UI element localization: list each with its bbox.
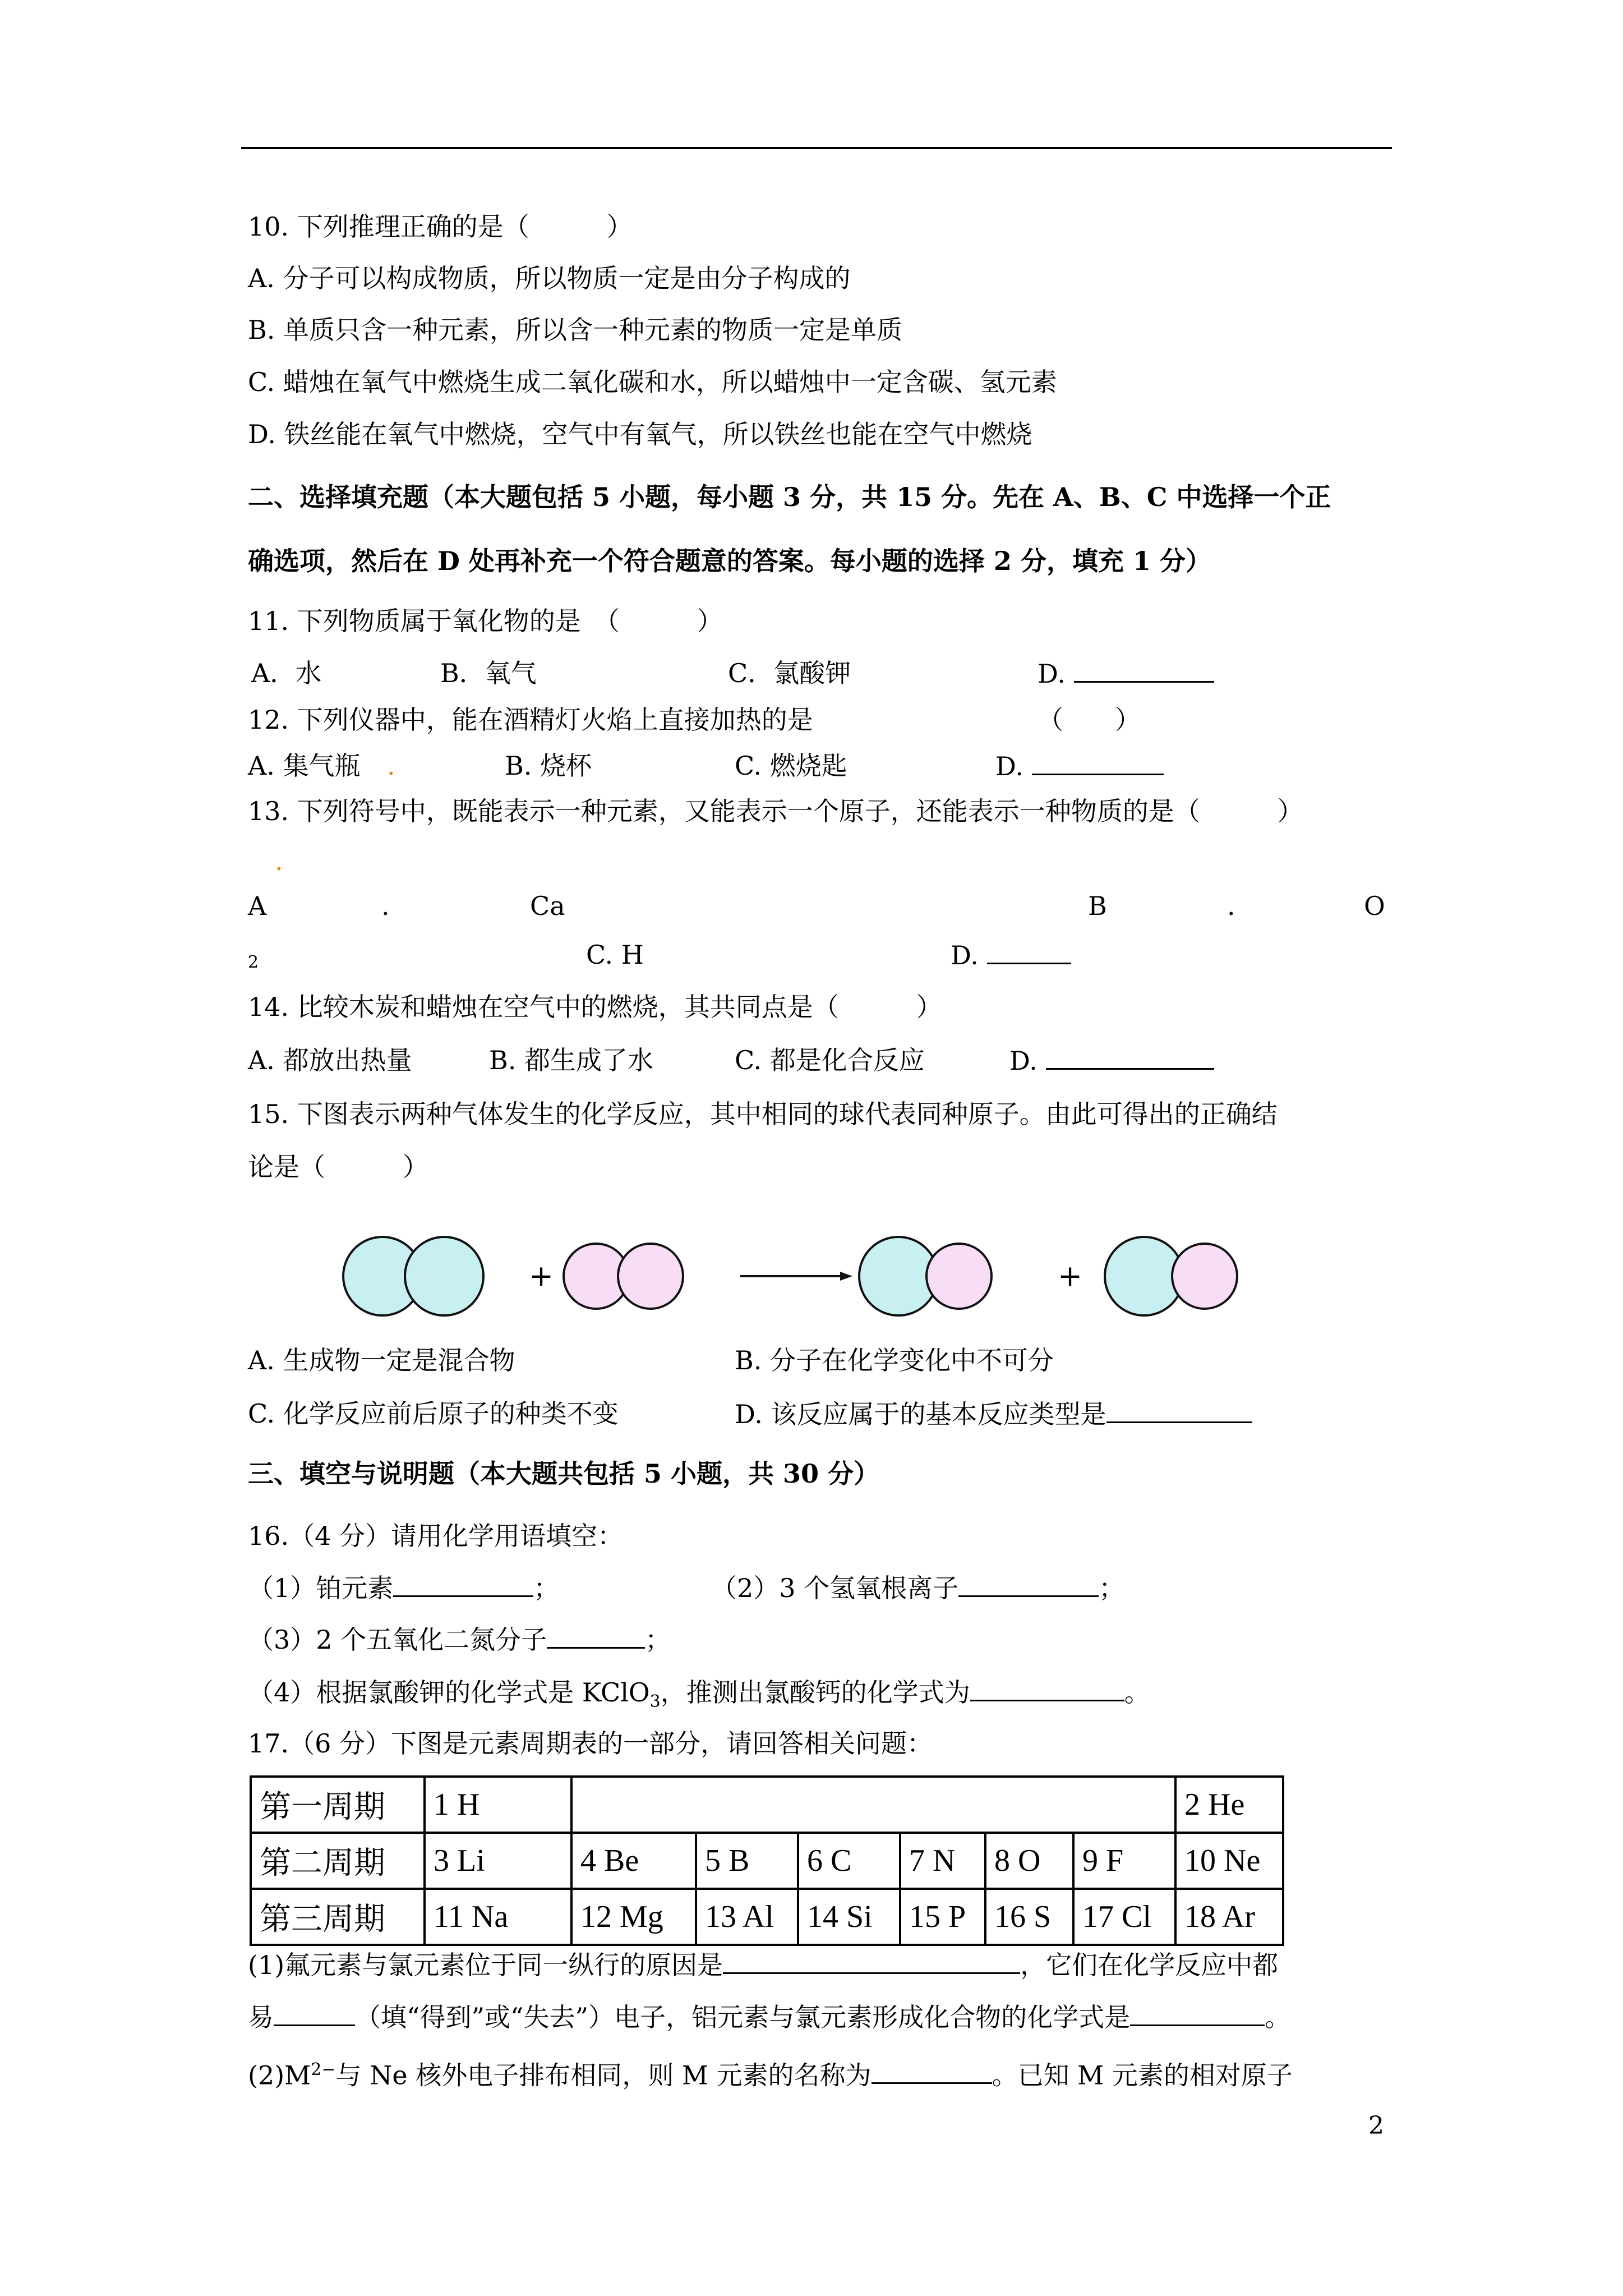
reaction-diagram: [336, 1220, 1267, 1332]
q11-option-d: D.: [1038, 656, 1214, 691]
q15-option-a: A. 生成物一定是混合物: [248, 1345, 515, 1375]
table-row-period-3: [251, 1889, 1283, 1945]
q16-part2-blank: [958, 1571, 1099, 1597]
element-Al: 13 Al: [696, 1889, 798, 1945]
q14-option-d: D.: [1009, 1043, 1214, 1078]
element-Si: 14 Si: [798, 1889, 900, 1945]
q13-option-b-dot: .: [1227, 891, 1235, 921]
q13-option-c: C. H: [586, 940, 644, 970]
plus-sign-1: +: [529, 1259, 554, 1293]
q14-option-a: A. 都放出热量: [248, 1045, 412, 1075]
q14-stem: 14. 比较木炭和蜡烛在空气中的燃烧，其共同点是（ ）: [248, 992, 942, 1022]
product-molecule-2: [1105, 1237, 1237, 1315]
element-H: 1 H: [425, 1777, 571, 1833]
q16-part1: （1）铂元素 ；: [248, 1571, 559, 1605]
q14-answer-blank: [1046, 1043, 1214, 1070]
q15-option-b: B. 分子在化学变化中不可分: [735, 1345, 1054, 1375]
q13-subscript-2: 2: [248, 953, 259, 972]
q17-part1-blank-a: [723, 1948, 1020, 1974]
element-Mg: 12 Mg: [571, 1889, 696, 1945]
empty-span: [571, 1777, 1175, 1833]
q13-option-a-letter: A: [248, 891, 267, 921]
q12-option-c: C. 燃烧匙: [735, 751, 847, 781]
q17-stem: 17.（6 分）下图是元素周期表的一部分，请回答相关问题：: [248, 1728, 933, 1759]
q16-part2: （2）3 个氢氧根离子 ；: [711, 1571, 1124, 1605]
q16-part1-blank: [393, 1571, 533, 1597]
section3-title: 三、填空与说明题（本大题共包括 5 小题，共 30 分）: [248, 1458, 880, 1489]
q12-paren: （ ）: [1038, 705, 1141, 735]
period-label-2: 第二周期: [251, 1833, 425, 1889]
product-molecule-1: [859, 1237, 992, 1315]
q10-option-b: B. 单质只含一种元素，所以含一种元素的物质一定是单质: [248, 315, 903, 345]
q16-part3: （3）2 个五氧化二氮分子 ；: [248, 1622, 671, 1657]
q16-part4-blank: [970, 1675, 1124, 1701]
q17-part2: $(2)M^{2-}$与 Ne 核外电子排布相同，则 M 元素的名称为 。已知 M 元素的相对原子: [248, 2053, 1293, 2092]
element-C: 6 C: [798, 1833, 900, 1889]
element-O: 8 O: [985, 1833, 1073, 1889]
periodic-table-excerpt: [250, 1775, 1284, 1946]
q17-part2-blank: [872, 2058, 992, 2084]
q10-option-a: A. 分子可以构成物质，所以物质一定是由分子构成的: [248, 263, 851, 293]
element-N: 7 N: [900, 1833, 985, 1889]
q10-option-c: C. 蜡烛在氧气中燃烧生成二氧化碳和水，所以蜡烛中一定含碳、氢元素: [248, 367, 1057, 397]
q13-option-a-value: Ca: [530, 891, 565, 921]
plus-sign-2: +: [1058, 1259, 1082, 1293]
element-Cl: 17 Cl: [1073, 1889, 1175, 1945]
q15-answer-blank: [1106, 1397, 1252, 1423]
element-F: 9 F: [1073, 1833, 1175, 1889]
q13-answer-blank: [987, 938, 1071, 964]
q13-option-b-value: O: [1364, 891, 1385, 921]
q14-option-c: C. 都是化合反应: [735, 1045, 925, 1075]
section2-title-line2: 确选项，然后在 D 处再补充一个符合题意的答案。每小题的选择 2 分，填充 1 分）: [248, 546, 1211, 576]
q12-option-d: D.: [995, 749, 1164, 783]
q16-part4: （4）根据氯酸钾的化学式是 KClO$_3$，推测出氯酸钙的化学式为 。: [248, 1675, 1150, 1719]
page-number: 2: [1368, 2111, 1384, 2140]
q13-option-d: D.: [951, 938, 1071, 972]
element-Be: 4 Be: [571, 1833, 696, 1889]
q13-option-b-letter: B: [1088, 891, 1107, 921]
q12-option-b: B. 烧杯: [505, 751, 592, 781]
q10-stem: 10. 下列推理正确的是（ ）: [248, 211, 633, 242]
q17-part1-blank-b: [274, 2000, 355, 2026]
q10-option-d: D. 铁丝能在氧气中燃烧，空气中有氧气，所以铁丝也能在空气中燃烧: [248, 419, 1032, 449]
table-row-period-1: [251, 1777, 1283, 1833]
q12-orange-dot: .: [387, 751, 395, 781]
period-label-1: 第一周期: [251, 1777, 425, 1833]
element-Na: 11 Na: [425, 1889, 571, 1945]
element-Li: 3 Li: [425, 1833, 571, 1889]
section2-title-line1: 二、选择填充题（本大题包括 5 小题，每小题 3 分，共 15 分。先在 A、B、C 中选择一个正: [248, 482, 1331, 512]
q11-option-c: C．氯酸钾: [728, 658, 851, 688]
q13-option-a-dot: .: [381, 891, 390, 921]
q11-stem: 11. 下列物质属于氧化物的是 （ ）: [248, 606, 723, 636]
q16-stem: 16.（4 分）请用化学用语填空：: [248, 1521, 624, 1551]
q17-part1-line1: (1)氟元素与氯元素位于同一纵行的原因是 ，它们在化学反应中都: [248, 1948, 1278, 1982]
q14-option-b: B. 都生成了水: [489, 1045, 654, 1075]
reaction-arrow: [740, 1272, 852, 1281]
q17-part1-line2: 易 （填“得到”或“失去”）电子，铝元素与氯元素形成化合物的化学式是 。: [248, 2000, 1290, 2034]
element-B: 5 B: [696, 1833, 798, 1889]
element-Ar: 18 Ar: [1175, 1889, 1283, 1945]
header-rule: [241, 147, 1392, 149]
q15-option-c: C. 化学反应前后原子的种类不变: [248, 1398, 619, 1429]
q12-option-a: A. 集气瓶: [248, 751, 361, 781]
q13-stem: 13. 下列符号中，既能表示一种元素，又能表示一个原子，还能表示一种物质的是（ ）: [248, 796, 1303, 826]
element-P: 15 P: [900, 1889, 985, 1945]
q11-option-a: A．水: [251, 658, 322, 688]
q16-part3-blank: [547, 1622, 645, 1649]
table-row-period-2: [251, 1833, 1283, 1889]
q11-answer-blank: [1074, 656, 1214, 683]
q15-option-d: D. 该反应属于的基本反应类型是: [735, 1397, 1252, 1431]
period-label-3: 第三周期: [251, 1889, 425, 1945]
element-He: 2 He: [1175, 1777, 1283, 1833]
q15-stem-line2: 论是（ ）: [248, 1152, 428, 1182]
q12-answer-blank: [1032, 749, 1164, 775]
element-Ne: 10 Ne: [1175, 1833, 1283, 1889]
q15-stem-line1: 15. 下图表示两种气体发生的化学反应，其中相同的球代表同种原子。由此可得出的正确结: [248, 1099, 1278, 1129]
q12-stem: 12. 下列仪器中，能在酒精灯火焰上直接加热的是: [248, 705, 813, 735]
reactant-molecule-1: [343, 1237, 483, 1315]
element-S: 16 S: [985, 1889, 1073, 1945]
q13-orange-dot: .: [275, 846, 283, 876]
reactant-molecule-2: [564, 1244, 683, 1309]
q11-option-b: B．氧气: [440, 658, 537, 688]
q17-part1-blank-c: [1130, 2000, 1265, 2026]
